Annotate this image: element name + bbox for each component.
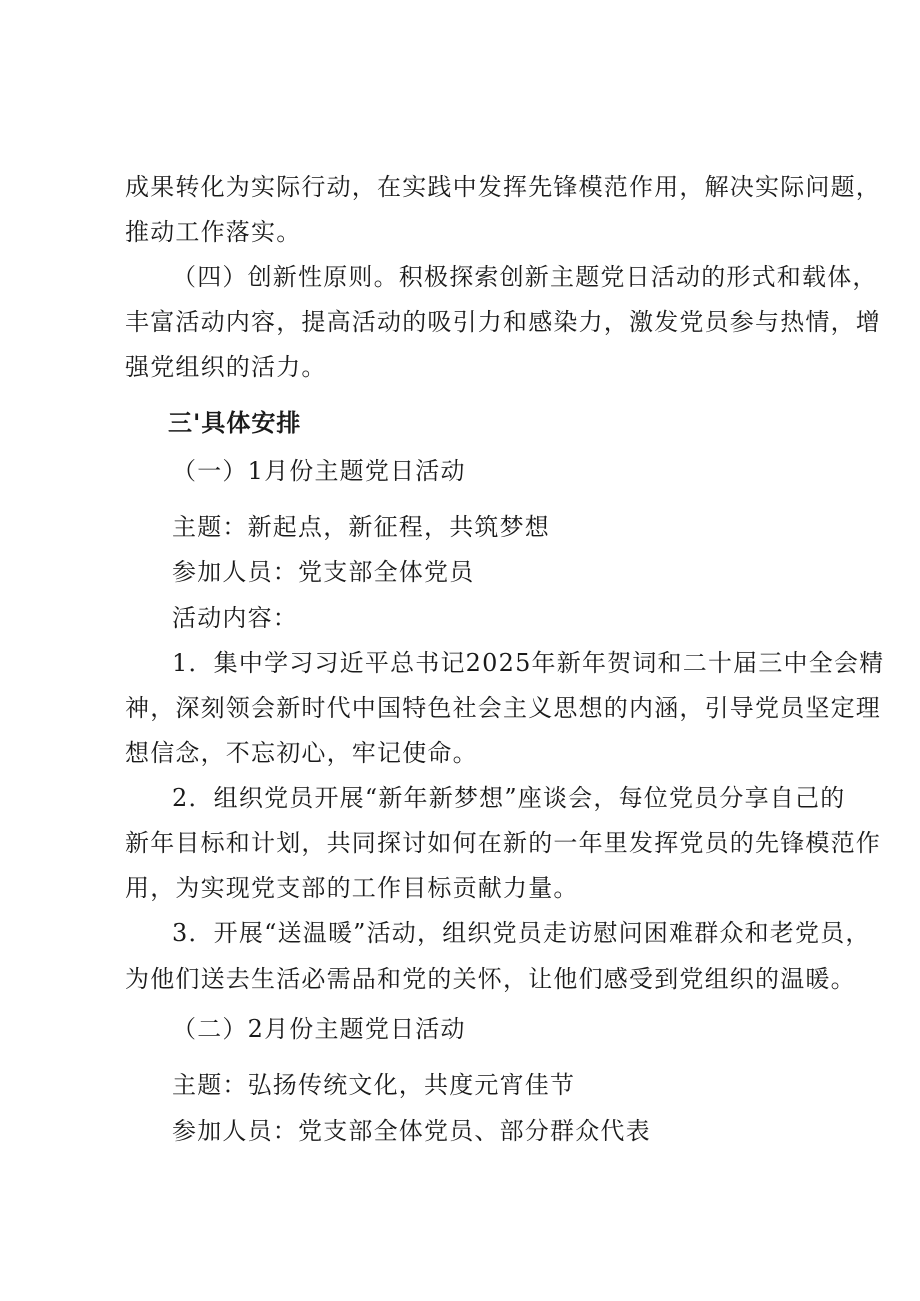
january-content-label: 活动内容： bbox=[172, 604, 298, 632]
principle-4-line: （四）创新性原则。积极探索创新主题党日活动的形式和载体， bbox=[172, 263, 878, 291]
subsection-title-january: （一）1月份主题党日活动 bbox=[172, 457, 466, 485]
list-item-3-line: 为他们送去生活必需品和党的关怀，让他们感受到党组织的温暖。 bbox=[125, 965, 856, 993]
principle-4-line: 丰富活动内容，提高活动的吸引力和感染力，激发党员参与热情，增 bbox=[125, 308, 881, 336]
list-item-1-line: 想信念，不忘初心，牢记使命。 bbox=[125, 739, 478, 767]
list-item-2-line: 新年目标和计划，共同探讨如何在新的一年里发挥党员的先锋模范作 bbox=[125, 829, 881, 857]
list-item-1-line: 神，深刻领会新时代中国特色社会主义思想的内涵，引导党员坚定理 bbox=[125, 694, 881, 722]
list-item-3-line: 3．开展“送温暖”活动，组织党员走访慰问困难群众和老党员， bbox=[172, 919, 871, 947]
february-theme: 主题：弘扬传统文化，共度元宵佳节 bbox=[172, 1071, 576, 1099]
list-item-2-line: 2．组织党员开展“新年新梦想”座谈会，每位党员分享自己的 bbox=[172, 784, 846, 812]
list-item-1-line: 1．集中学习习近平总书记2025年新年贺词和二十届三中全会精 bbox=[172, 649, 885, 677]
january-theme: 主题：新起点，新征程，共筑梦想 bbox=[172, 513, 550, 541]
principle-4-line: 强党组织的活力。 bbox=[125, 353, 327, 381]
january-participants: 参加人员：党支部全体党员 bbox=[172, 558, 475, 586]
february-participants: 参加人员：党支部全体党员、部分群众代表 bbox=[172, 1117, 651, 1145]
paragraph-line: 成果转化为实际行动，在实践中发挥先锋模范作用，解决实际问题， bbox=[125, 173, 881, 201]
section-heading: 三'具体安排 bbox=[168, 409, 302, 437]
paragraph-line: 推动工作落实。 bbox=[125, 218, 302, 246]
list-item-2-line: 用，为实现党支部的工作目标贡献力量。 bbox=[125, 874, 579, 902]
subsection-title-february: （二）2月份主题党日活动 bbox=[172, 1015, 466, 1043]
